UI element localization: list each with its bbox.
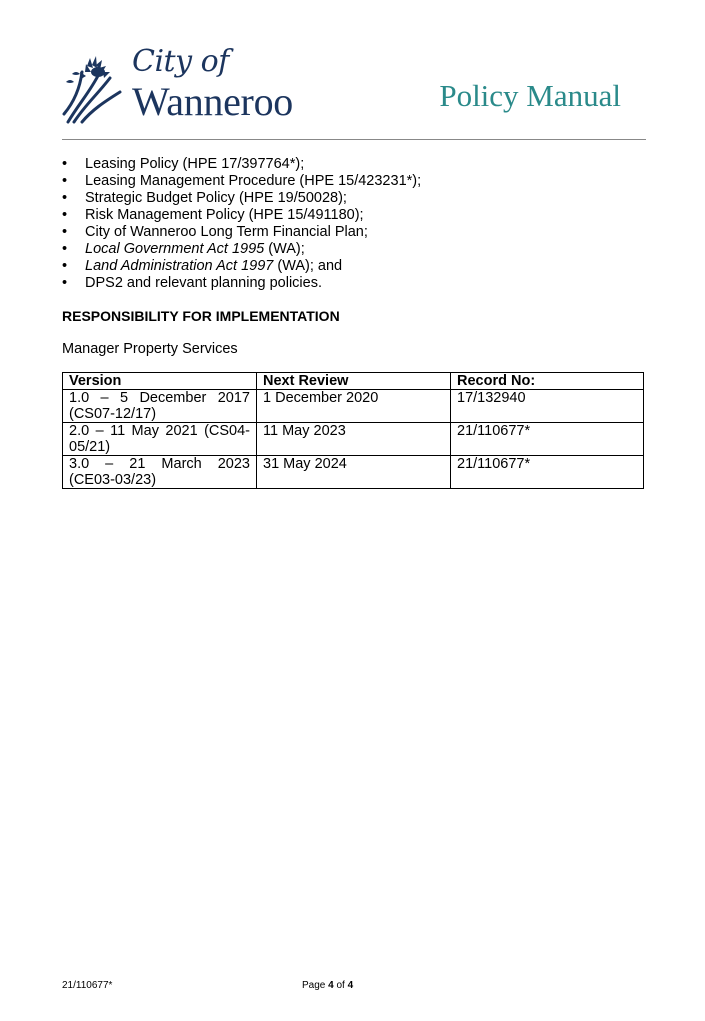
version-cell: 3.0 – 21 March 2023 (CE03-03/23) — [63, 456, 257, 489]
list-item — [62, 190, 646, 207]
bullet-icon: • — [62, 241, 68, 257]
list-item-text: Risk Management Policy (HPE 15/491180); — [85, 207, 364, 223]
table-row — [63, 423, 644, 456]
next-review-cell: 1 December 2020 — [257, 390, 451, 423]
page-label: Page — [302, 980, 329, 991]
record-no-cell: 21/110677* — [451, 423, 644, 456]
bullet-icon: • — [62, 156, 68, 172]
responsibility-heading: RESPONSIBILITY FOR IMPLEMENTATION — [62, 308, 340, 324]
column-header-version: Version — [63, 373, 257, 390]
page-total: 4 — [347, 980, 354, 991]
logo-city-of-text: City of — [132, 44, 229, 79]
footer-record-number: 21/110677* — [62, 980, 113, 991]
column-header-record-no: Record No: — [451, 373, 644, 390]
list-item-text: (WA); — [264, 241, 305, 257]
list-item-text: Leasing Management Procedure (HPE 15/423231*); — [85, 173, 422, 189]
bullet-icon: • — [62, 207, 68, 223]
record-no-cell: 21/110677* — [451, 456, 644, 489]
table-row — [63, 456, 644, 489]
list-item-text: Leasing Policy (HPE 17/397764*); — [85, 156, 305, 172]
page-header — [0, 0, 705, 140]
bullet-icon: • — [62, 258, 68, 274]
related-documents-list — [62, 156, 646, 292]
act-title: Local Government Act 1995 — [85, 241, 265, 257]
page-of-label: of — [333, 980, 348, 991]
list-item — [62, 173, 646, 190]
list-item-text: DPS2 and relevant planning policies. — [85, 275, 322, 291]
responsible-officer: Manager Property Services — [62, 341, 238, 357]
list-item — [62, 275, 646, 292]
list-item — [62, 156, 646, 173]
table-row — [63, 390, 644, 423]
page-current: 4 — [328, 980, 334, 991]
version-cell: 1.0 – 5 December 2017 (CS07-12/17) — [63, 390, 257, 423]
footer-page-number — [302, 980, 353, 991]
list-item-text: City of Wanneroo Long Term Financial Plan; — [85, 224, 368, 240]
table-header-row — [63, 373, 644, 390]
bullet-icon: • — [62, 275, 68, 291]
list-item-text: (WA); and — [273, 258, 343, 274]
column-header-next-review: Next Review — [257, 373, 451, 390]
logo-wanneroo-text: Wanneroo — [132, 79, 293, 124]
kangaroo-paw-icon — [60, 52, 128, 124]
list-item — [62, 258, 646, 275]
version-history-table — [62, 372, 644, 489]
version-cell: 2.0 – 11 May 2021 (CS04-05/21) — [63, 423, 257, 456]
list-item — [62, 224, 646, 241]
list-item-text: Strategic Budget Policy (HPE 19/50028); — [85, 190, 347, 206]
page-content — [62, 156, 646, 489]
act-title: Land Administration Act 1997 — [85, 258, 274, 274]
policy-manual-title: Policy Manual — [439, 78, 621, 113]
city-of-wanneroo-logo — [60, 46, 330, 126]
bullet-icon: • — [62, 173, 68, 189]
bullet-icon: • — [62, 224, 68, 240]
next-review-cell: 31 May 2024 — [257, 456, 451, 489]
list-item — [62, 207, 646, 224]
next-review-cell: 11 May 2023 — [257, 423, 451, 456]
header-divider — [62, 139, 646, 140]
record-no-cell: 17/132940 — [451, 390, 644, 423]
list-item — [62, 241, 646, 258]
bullet-icon: • — [62, 190, 68, 206]
